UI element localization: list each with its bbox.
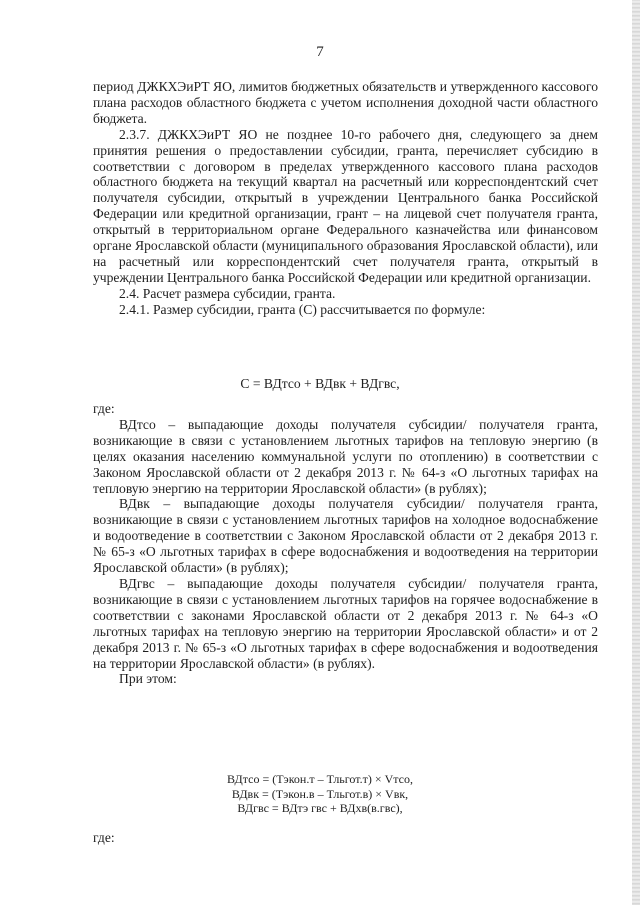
definition-vd-vk: ВДвк – выпадающие доходы получателя субсидии/ получателя гранта, возникающие в связи с установлением льготных тарифов на холодное водоснабжение и водоотведение в соответствии с Законом Ярославской области от 2 декабря 2013 г. № 65-з «О льготных тарифах в сфере водоснабжения и водоотведения на территории Ярославской области» (в рублях);	[93, 496, 598, 576]
formula-vd-gvs: ВДгвс = ВДтэ гвс + ВДхв(в.гвс),	[237, 801, 403, 815]
formula-group	[0, 772, 640, 816]
definition-vd-tso: ВДтсо – выпадающие доходы получателя субсидии/ получателя гранта, возникающие в связи с установлением льготных тарифов на тепловую энергию (в целях оказания населению коммунальной услуги по отоплению) в соответствии с Законом Ярославской области от 2 декабря 2013 г. № 64-з «О льготных тарифах на тепловую энергию на территории Ярославской области» (в рублях);	[93, 416, 598, 496]
formula-vd-vk: ВДвк = (Тэкон.в – Тльгот.в) × Vвк,	[231, 786, 409, 801]
scan-edge	[632, 0, 640, 905]
definition-vd-gvs: ВДгвс – выпадающие доходы получателя субсидии/ получателя гранта, возникающие в связи с установлением льготных тарифов на горячее водоснабжение в соответствии с законами Ярославской области от 2 декабря 2013 г. № 64-з «О льготных тарифах на тепловую энергию на территории Ярославской области» и от 2 декабря 2013 г. № 65-з «О льготных тарифах в сфере водоснабжения и водоотведения на территории Ярославской области» (в рублях).	[93, 575, 598, 671]
page-number: 7	[316, 44, 324, 60]
formula-vd-tso: ВДтсо = (Тэкон.т – Тльгот.т) × Vтсо,	[227, 772, 413, 786]
formula-total-subsidy: С = ВДтсо + ВДвк + ВДгвс,	[240, 376, 400, 391]
document-body	[93, 79, 598, 318]
paragraph-2-4-1: 2.4.1. Размер субсидии, гранта (С) рассчитывается по формуле:	[119, 301, 486, 317]
paragraph-2-3-7: 2.3.7. ДЖКХЭиРТ ЯО не позднее 10-го рабочего дня, следующего за днем принятия решения о предоставлении субсидии, гранта, перечисляет субсидию в соответствии с договором в пределах утвержденного кассового плана расходов областного бюджета на текущий квартал на расчетный или корреспондентский счет получателя субсидии, открытый в учреждении Центрального банка Российской Федерации или кредитной организации, грант – на лицевой счет получателя гранта, открытый в территориальном органе Федерального казначейства или финансовом органе Ярославской области (муниципального образования Ярославской области), или на расчетный или корреспондентский счет получателя гранта, открытый в учреждении Центрального банка Российской Федерации или кредитной организации.	[93, 126, 598, 285]
pri-etom-label: При этом:	[119, 671, 177, 687]
paragraph-2-4: 2.4. Расчет размера субсидии, гранта.	[119, 285, 336, 301]
paragraph-continuation: период ДЖКХЭиРТ ЯО, лимитов бюджетных обязательств и утвержденного кассового плана расходов областного бюджета с учетом исполнения доходной части областного бюджета.	[93, 79, 598, 126]
where-label-2: где:	[93, 830, 115, 845]
definitions-block	[93, 401, 598, 687]
where-label: где:	[93, 401, 115, 416]
